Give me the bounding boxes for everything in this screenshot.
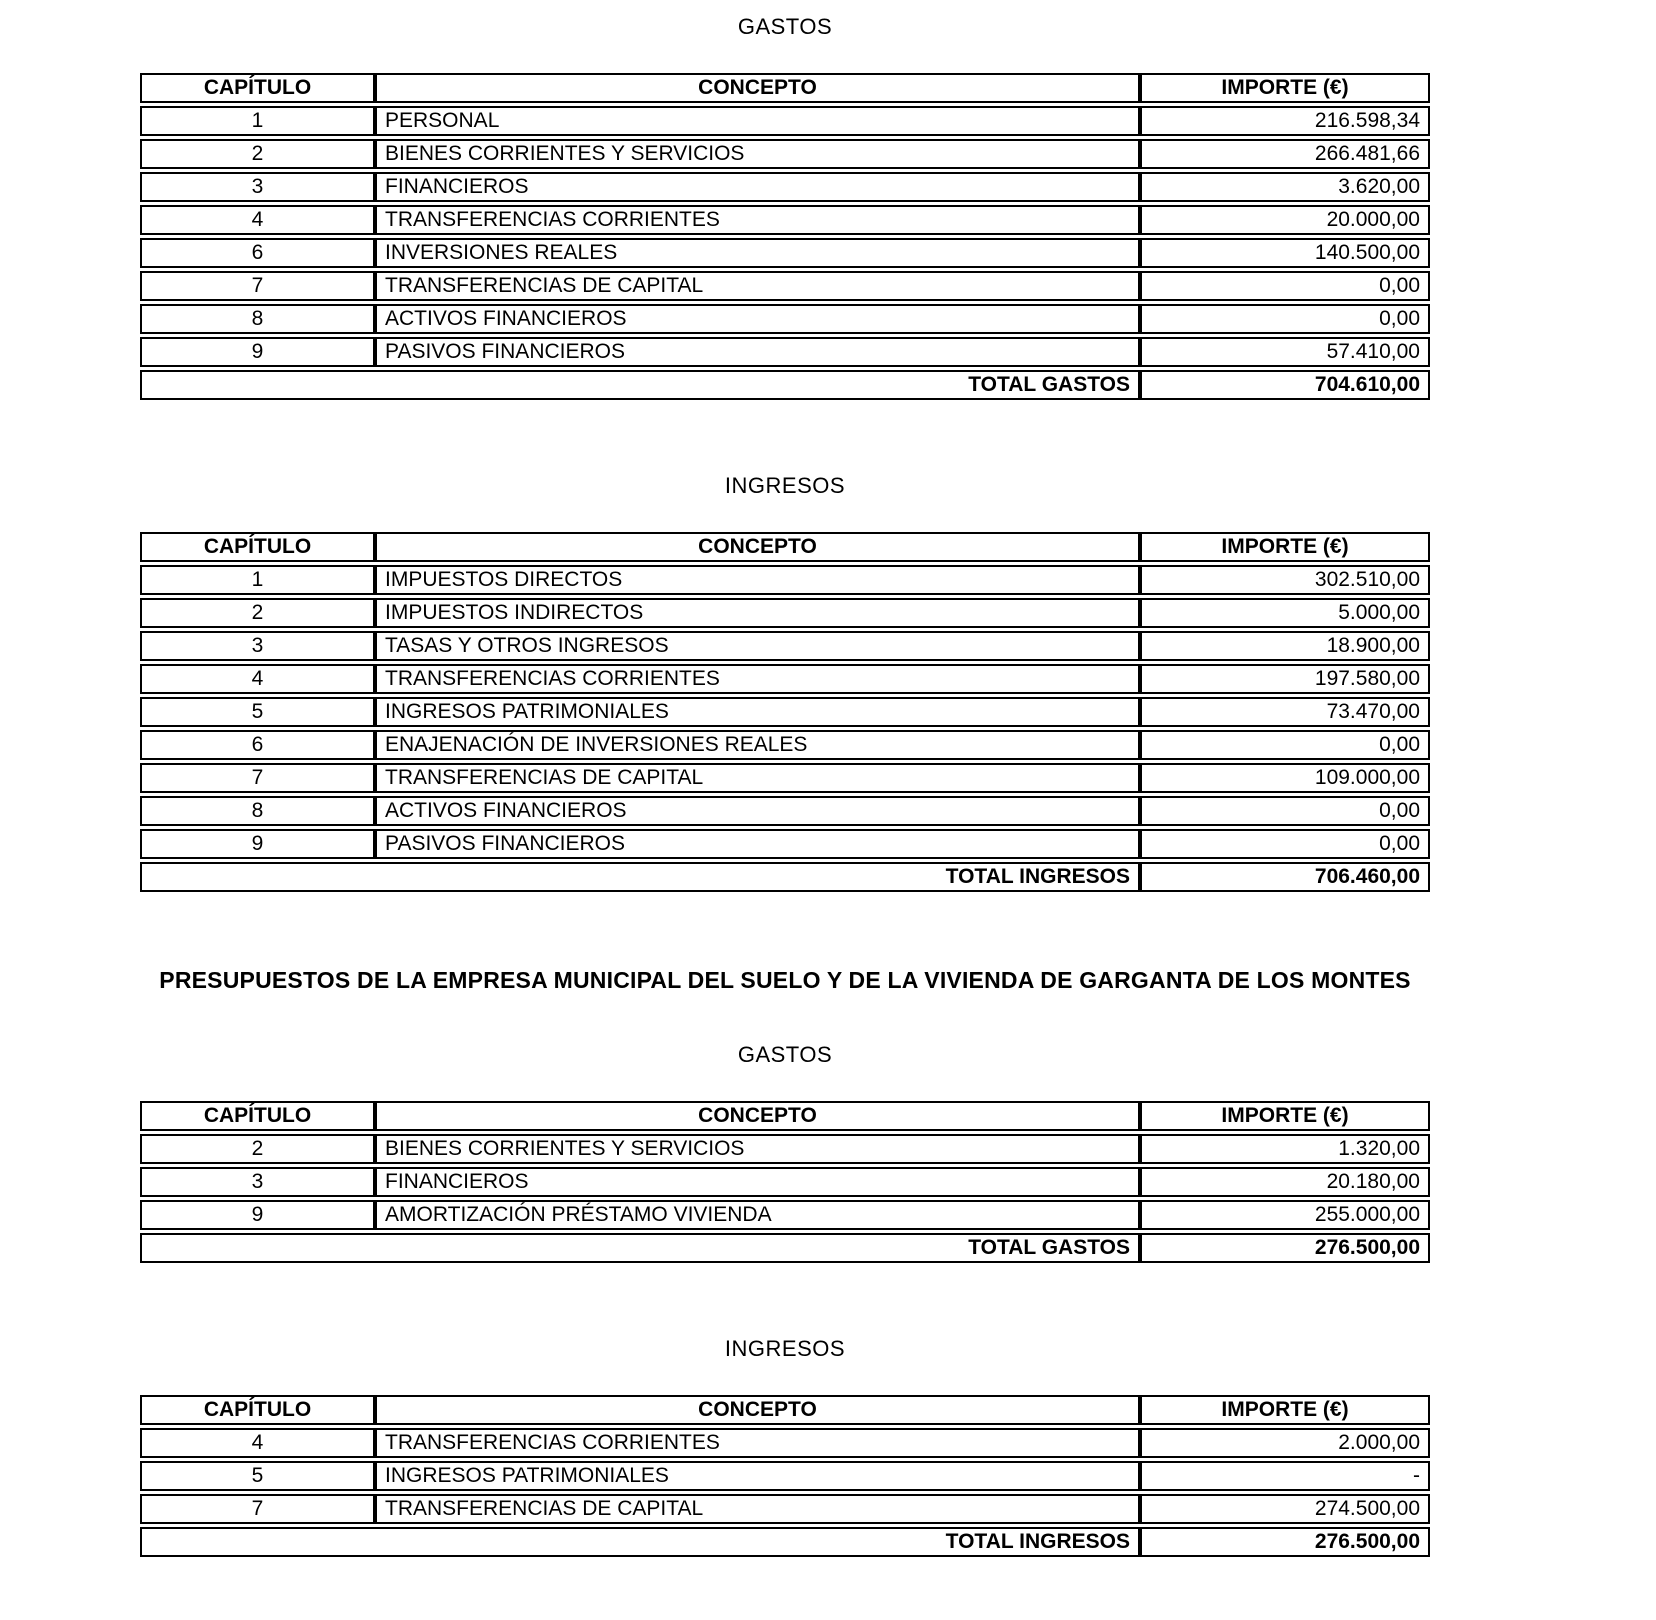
table-row <box>140 631 1430 661</box>
importe-cell: - <box>1140 1461 1430 1491</box>
gastos-title: GASTOS <box>737 1042 833 1067</box>
concepto-header: CONCEPTO <box>375 1395 1140 1425</box>
capitulo-cell: 3 <box>140 631 375 661</box>
ingresos-municipal-table <box>140 529 1430 895</box>
capitulo-cell: 5 <box>140 1461 375 1491</box>
empresa-municipal-heading: PRESUPUESTOS DE LA EMPRESA MUNICIPAL DEL SUELO Y DE LA VIVIENDA DE GARGANTA DE LOS MONTES <box>159 967 1411 993</box>
table-row <box>140 1134 1430 1164</box>
importe-cell: 73.470,00 <box>1140 697 1430 727</box>
capitulo-cell: 9 <box>140 337 375 367</box>
capitulo-cell: 8 <box>140 796 375 826</box>
header-row <box>140 1101 1430 1131</box>
gastos-title: GASTOS <box>737 14 833 39</box>
total-value: 704.610,00 <box>1140 370 1430 400</box>
importe-cell: 2.000,00 <box>1140 1428 1430 1458</box>
concepto-cell: PASIVOS FINANCIEROS <box>375 337 1140 367</box>
table-row <box>140 1494 1430 1524</box>
capitulo-header: CAPÍTULO <box>140 532 375 562</box>
capitulo-cell: 2 <box>140 598 375 628</box>
table-row <box>140 1200 1430 1230</box>
header-row <box>140 1395 1430 1425</box>
header-row <box>140 532 1430 562</box>
table-row <box>140 664 1430 694</box>
table-row <box>140 829 1430 859</box>
gastos-empresa-section <box>140 1042 1430 1266</box>
concepto-cell: FINANCIEROS <box>375 172 1140 202</box>
capitulo-cell: 6 <box>140 238 375 268</box>
ingresos-empresa-table <box>140 1392 1430 1560</box>
table-row <box>140 730 1430 760</box>
importe-cell: 274.500,00 <box>1140 1494 1430 1524</box>
concepto-cell: TRANSFERENCIAS CORRIENTES <box>375 1428 1140 1458</box>
capitulo-cell: 8 <box>140 304 375 334</box>
importe-cell: 57.410,00 <box>1140 337 1430 367</box>
capitulo-cell: 4 <box>140 1428 375 1458</box>
concepto-cell: INGRESOS PATRIMONIALES <box>375 697 1140 727</box>
capitulo-cell: 7 <box>140 1494 375 1524</box>
capitulo-cell: 7 <box>140 763 375 793</box>
importe-cell: 0,00 <box>1140 730 1430 760</box>
importe-cell: 266.481,66 <box>1140 139 1430 169</box>
importe-header: IMPORTE (€) <box>1140 73 1430 103</box>
capitulo-cell: 2 <box>140 1134 375 1164</box>
ingresos-empresa-section <box>140 1336 1430 1560</box>
importe-cell: 197.580,00 <box>1140 664 1430 694</box>
ingresos-title: INGRESOS <box>724 473 846 498</box>
total-row <box>140 1233 1430 1263</box>
total-row <box>140 1527 1430 1557</box>
importe-cell: 0,00 <box>1140 304 1430 334</box>
total-value: 276.500,00 <box>1140 1527 1430 1557</box>
concepto-cell: IMPUESTOS DIRECTOS <box>375 565 1140 595</box>
capitulo-cell: 2 <box>140 139 375 169</box>
table-row <box>140 106 1430 136</box>
capitulo-header: CAPÍTULO <box>140 73 375 103</box>
concepto-cell: PASIVOS FINANCIEROS <box>375 829 1140 859</box>
concepto-cell: TRANSFERENCIAS CORRIENTES <box>375 205 1140 235</box>
concepto-cell: PERSONAL <box>375 106 1140 136</box>
importe-cell: 140.500,00 <box>1140 238 1430 268</box>
table-row <box>140 337 1430 367</box>
total-row <box>140 370 1430 400</box>
capitulo-cell: 1 <box>140 106 375 136</box>
table-row <box>140 139 1430 169</box>
gastos-municipal-table <box>140 70 1430 403</box>
importe-cell: 1.320,00 <box>1140 1134 1430 1164</box>
importe-header: IMPORTE (€) <box>1140 1395 1430 1425</box>
capitulo-header: CAPÍTULO <box>140 1395 375 1425</box>
gastos-empresa-table <box>140 1098 1430 1266</box>
importe-cell: 0,00 <box>1140 271 1430 301</box>
concepto-cell: TRANSFERENCIAS DE CAPITAL <box>375 1494 1140 1524</box>
capitulo-cell: 6 <box>140 730 375 760</box>
importe-cell: 0,00 <box>1140 796 1430 826</box>
table-row <box>140 1167 1430 1197</box>
concepto-cell: ACTIVOS FINANCIEROS <box>375 796 1140 826</box>
capitulo-cell: 5 <box>140 697 375 727</box>
importe-cell: 3.620,00 <box>1140 172 1430 202</box>
concepto-cell: IMPUESTOS INDIRECTOS <box>375 598 1140 628</box>
table-row <box>140 1428 1430 1458</box>
capitulo-cell: 9 <box>140 829 375 859</box>
concepto-header: CONCEPTO <box>375 532 1140 562</box>
total-value: 706.460,00 <box>1140 862 1430 892</box>
table-row <box>140 304 1430 334</box>
importe-cell: 20.000,00 <box>1140 205 1430 235</box>
importe-cell: 302.510,00 <box>1140 565 1430 595</box>
table-row <box>140 271 1430 301</box>
total-value: 276.500,00 <box>1140 1233 1430 1263</box>
importe-cell: 0,00 <box>1140 829 1430 859</box>
capitulo-cell: 3 <box>140 172 375 202</box>
concepto-cell: ENAJENACIÓN DE INVERSIONES REALES <box>375 730 1140 760</box>
total-label: TOTAL INGRESOS <box>140 1527 1140 1557</box>
table-row <box>140 172 1430 202</box>
ingresos-title: INGRESOS <box>724 1336 846 1361</box>
concepto-cell: FINANCIEROS <box>375 1167 1140 1197</box>
capitulo-cell: 1 <box>140 565 375 595</box>
table-row <box>140 598 1430 628</box>
concepto-cell: TRANSFERENCIAS CORRIENTES <box>375 664 1140 694</box>
table-row <box>140 1461 1430 1491</box>
concepto-cell: TRANSFERENCIAS DE CAPITAL <box>375 763 1140 793</box>
table-row <box>140 205 1430 235</box>
table-row <box>140 565 1430 595</box>
importe-header: IMPORTE (€) <box>1140 1101 1430 1131</box>
importe-cell: 255.000,00 <box>1140 1200 1430 1230</box>
concepto-cell: TASAS Y OTROS INGRESOS <box>375 631 1140 661</box>
capitulo-cell: 3 <box>140 1167 375 1197</box>
importe-cell: 109.000,00 <box>1140 763 1430 793</box>
importe-cell: 20.180,00 <box>1140 1167 1430 1197</box>
concepto-cell: AMORTIZACIÓN PRÉSTAMO VIVIENDA <box>375 1200 1140 1230</box>
concepto-cell: BIENES CORRIENTES Y SERVICIOS <box>375 1134 1140 1164</box>
total-label: TOTAL GASTOS <box>140 1233 1140 1263</box>
table-row <box>140 697 1430 727</box>
concepto-cell: INGRESOS PATRIMONIALES <box>375 1461 1140 1491</box>
total-label: TOTAL GASTOS <box>140 370 1140 400</box>
concepto-cell: ACTIVOS FINANCIEROS <box>375 304 1140 334</box>
ingresos-municipal-section <box>140 473 1430 895</box>
capitulo-cell: 4 <box>140 664 375 694</box>
concepto-cell: TRANSFERENCIAS DE CAPITAL <box>375 271 1140 301</box>
total-row <box>140 862 1430 892</box>
gastos-municipal-section <box>140 14 1430 403</box>
header-row <box>140 73 1430 103</box>
importe-cell: 216.598,34 <box>1140 106 1430 136</box>
concepto-header: CONCEPTO <box>375 73 1140 103</box>
concepto-cell: INVERSIONES REALES <box>375 238 1140 268</box>
table-row <box>140 238 1430 268</box>
capitulo-cell: 4 <box>140 205 375 235</box>
importe-cell: 18.900,00 <box>1140 631 1430 661</box>
concepto-cell: BIENES CORRIENTES Y SERVICIOS <box>375 139 1140 169</box>
table-row <box>140 796 1430 826</box>
capitulo-header: CAPÍTULO <box>140 1101 375 1131</box>
total-label: TOTAL INGRESOS <box>140 862 1140 892</box>
concepto-header: CONCEPTO <box>375 1101 1140 1131</box>
document-content <box>140 14 1430 1560</box>
table-row <box>140 763 1430 793</box>
importe-cell: 5.000,00 <box>1140 598 1430 628</box>
capitulo-cell: 7 <box>140 271 375 301</box>
importe-header: IMPORTE (€) <box>1140 532 1430 562</box>
capitulo-cell: 9 <box>140 1200 375 1230</box>
